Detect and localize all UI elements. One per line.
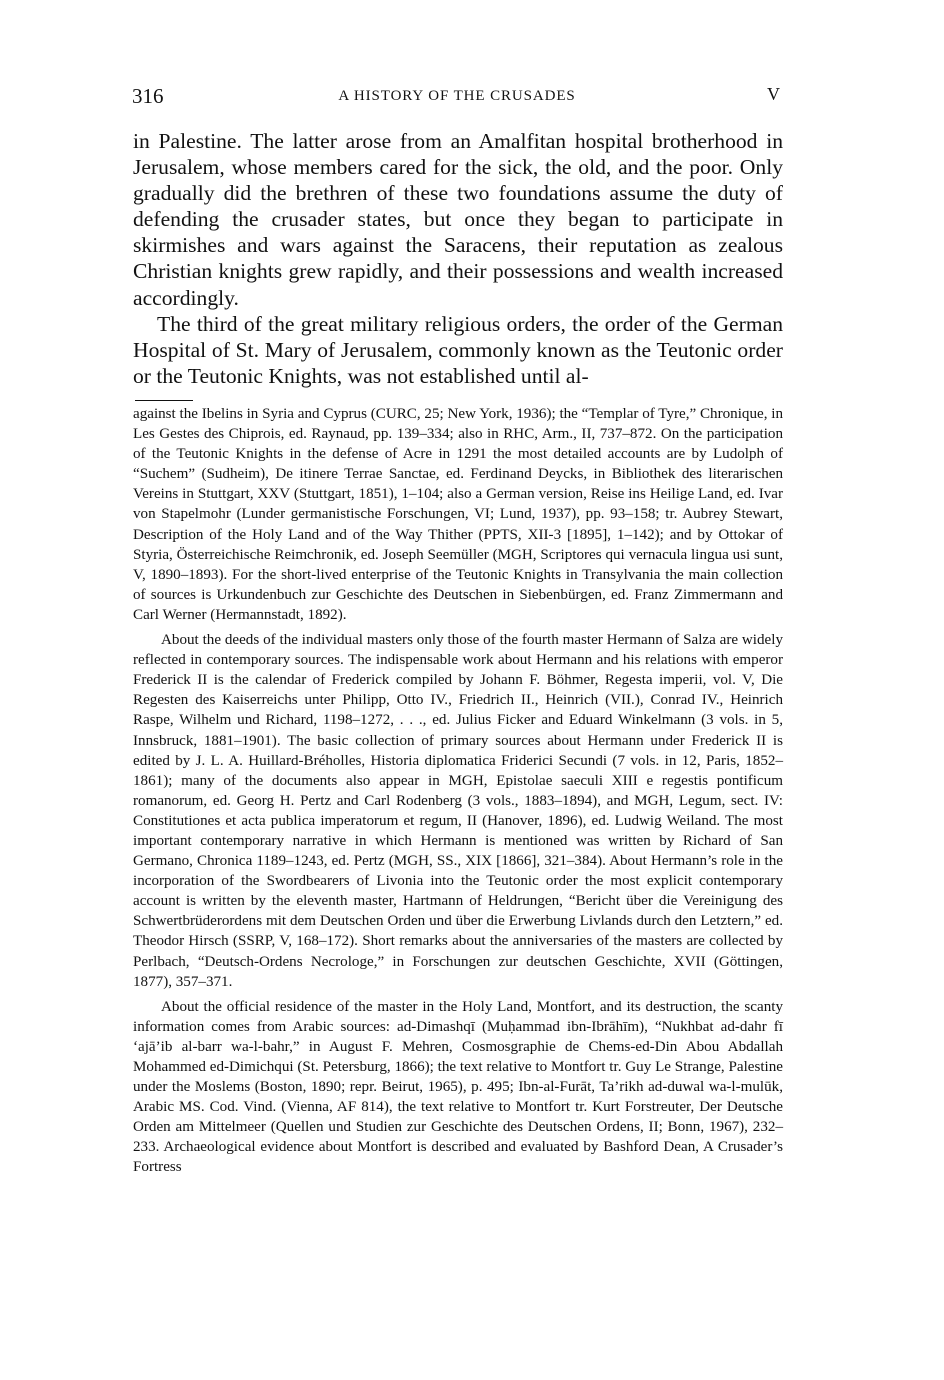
footnote-paragraph-3: About the official residence of the master in the Holy Land, Montfort, and its destruction, the scanty information comes from Arabic sources: ad-Dimashqī (Muḥammad ibn-Ibrāhīm), “Nukhbat ad-dahr fī ‘ajā’ib al-barr wa-l-bahr,” in August F. Mehren, Cosmosgraphie de Chems-ed-Din Abou Abdallah Mohammed ed-Dimichqui (St. Petersburg, 1866); the text relative to Montfort tr. Guy Le Strange, Palestine under the Moslems (Boston, 1890; repr. Beirut, 1965), p. 495; Ibn-al-Furāt, Ta’rikh ad-duwal wa-l-mulūk, Arabic MS. Cod. Vind. (Vienna, AF 814), the text relative to Montfort tr. Kurt Forstreuter, Der Deutsche Orden am Mittelmeer (Quellen und Studien zur Geschichte des Deutschen Ordens, II; Bonn, 1967), 232–233. Archaeological evidence about Montfort is described and evaluated by Bashford Dean, A Crusader’s Fortress	[133, 998, 783, 1176]
running-header	[132, 84, 782, 110]
footnote-paragraph-1: against the Ibelins in Syria and Cyprus (CURC, 25; New York, 1936); the “Templar of Tyre,” Chronique, in Les Gestes des Chiprois, ed. Raynaud, pp. 139–334; also in RHC, Arm., II, 737–872. On the participation of the Teutonic Knights in the defense of Acre in 1291 the most detailed accounts are by Ludolph of “Suchem” (Sudheim), De itinere Terrae Sanctae, ed. Ferdinand Deycks, in Bibliothek des literarischen Vereins in Stuttgart, XXV (Stuttgart, 1851), 1–104; also a German version, Reise ins Heilige Land, ed. Ivar von Stapelmohr (Lunder germanistische Forschungen, VI; Lund, 1937), pp. 93–158; tr. Aubrey Stewart, Description of the Holy Land and of the Way Thither (PPTS, XII-3 [1895], 1–142); and by Ottokar of Styria, Österreichische Reimchronik, ed. Joseph Seemüller (MGH, Scriptores qui vernacula lingua usi sunt, V, 1890–1893). For the short-lived enterprise of the Teutonic Knights in Transylvania the main collection of sources is Urkundenbuch zur Geschichte des Deutschen in Siebenbürgen, ed. Franz Zimmermann and Carl Werner (Hermannstadt, 1892).	[133, 406, 783, 623]
body-paragraph-2: The third of the great military religious orders, the order of the German Hospital of St. Mary of Jerusalem, commonly known as the Teutonic order or the Teutonic Knights, was not established until al-	[133, 311, 783, 388]
footnote-paragraph-2: About the deeds of the individual masters only those of the fourth master Hermann of Salza are widely reflected in contemporary sources. The indispensable work about Hermann and his relations with emperor Frederick II is the calendar of Frederick compiled by Johann F. Böhmer, Regesta imperii, vol. V, Die Regesten des Kaiserreichs unter Philipp, Otto IV., Friedrich II., Heinrich (VII.), Conrad IV., Heinrich Raspe, Wilhelm und Richard, 1198–1272, . . ., ed. Julius Ficker and Eduard Winkelmann (3 vols. in 5, Innsbruck, 1881–1901). The basic collection of primary sources about Hermann under Frederick II is edited by J. L. A. Huillard-Bréholles, Historia diplomatica Friderici Secundi (7 vols. in 12, Paris, 1852–1861); many of the documents also appear in MGH, Epistolae saeculi XIII e regestis pontificum romanorum, ed. Georg H. Pertz and Carl Rodenberg (3 vols., 1883–1894), and MGH, Legum, sect. IV: Constitutiones et acta publica imperatorum et regum, II (Hanover, 1896), ed. Ludwig Weiland. The most important contemporary narrative in which Hermann is mentioned was written by Richard of San Germano, Chronica 1189–1243, ed. Pertz (MGH, SS., XIX [1866], 321–384). About Hermann’s role in the incorporation of the Swordbearers of Livonia into the Teutonic order the most explicit contemporary account is written by the eleventh master, Hartmann of Heldrungen, “Bericht über die Vereinigung des Schwertbrüderordens mit dem Deutschen Orden und über die Erwerbung Livlands durch den Letztern,” ed. Theodor Hirsch (SSRP, V, 168–172). Short remarks about the anniversaries of the masters are collected by Perlbach, “Deutsch-Ordens Necrologe,” in Forschungen zur deutschen Geschichte, XVII (Göttingen, 1877), 357–371.	[133, 632, 783, 990]
page-number: 316	[132, 84, 164, 108]
body-paragraph-1: in Palestine. The latter arose from an Amalfitan hospital brotherhood in Jerusalem, whose members cared for the sick, the old, and the poor. Only gradually did the brethren of these two foundations assume the duty of defending the crusader states, but once they began to participate in skirmishes and wars against the Saracens, their reputation as zealous Christian knights grew rapidly, and their possessions and wealth increased accordingly.	[133, 129, 783, 310]
footnote-rule	[135, 400, 193, 401]
main-text	[133, 128, 783, 389]
running-title: A HISTORY OF THE CRUSADES	[338, 88, 576, 104]
volume-number: V	[767, 84, 780, 104]
footnotes	[133, 404, 783, 1178]
